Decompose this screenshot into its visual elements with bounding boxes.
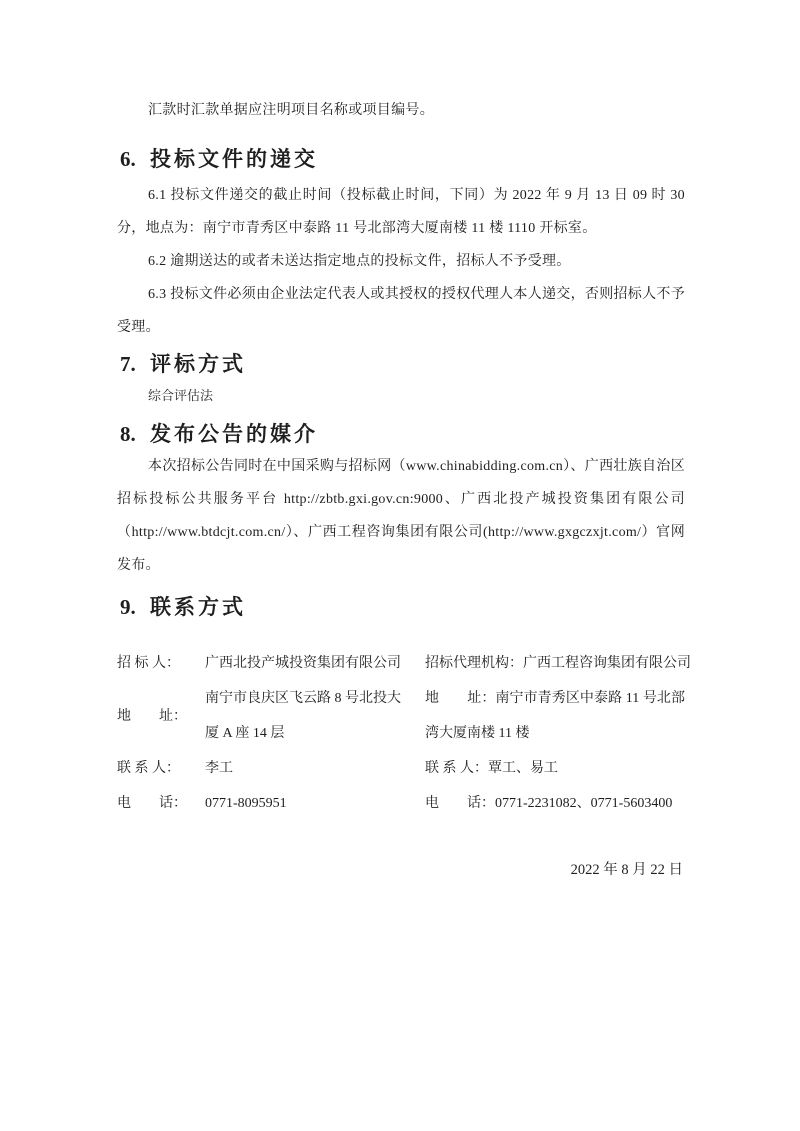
agency-phone-row — [425, 786, 685, 821]
tenderer-phone-value: 0771-8095951 — [205, 796, 287, 811]
section-7-title: 评标方式 — [150, 352, 246, 376]
agency-contact-person-row — [425, 751, 685, 786]
announcement-media-paragraph: 本次招标公告同时在中国采购与招标网（www.chinabidding.com.cn）、广西壮族自治区招标投标公共服务平台 http://zbtb.gxi.gov.cn:9000、广西北投产城投资集团有限公司（http://www.btdcjt.com.cn/）、广西工程咨询集团有限公司(http://www.gxgczxjt.com/）官网发布。 — [117, 459, 685, 573]
agency-contact-block — [425, 646, 691, 821]
evaluation-method-text: 综合评估法 — [148, 388, 214, 403]
section-9-title: 联系方式 — [150, 595, 246, 619]
tenderer-contact-person-row — [117, 751, 407, 786]
tenderer-phone-row — [117, 786, 407, 821]
section-6-number: 6. — [120, 147, 136, 171]
tenderer-address-value: 南宁市良庆区飞云路 8 号北投大厦 A 座 14 层 — [205, 691, 401, 741]
tenderer-contact-person-value: 李工 — [205, 761, 233, 776]
tenderer-address-row — [117, 681, 407, 751]
clause-6-2: 6.2 逾期送达的或者未送达指定地点的投标文件，招标人不予受理。 — [148, 254, 571, 269]
agency-name-value: 广西工程咨询集团有限公司 — [523, 656, 691, 671]
tenderer-phone-label: 电 话： — [117, 796, 187, 811]
clause-6-1: 6.1 投标文件递交的截止时间（投标截止时间，下同）为 2022 年 9 月 13 日 09 时 30 分，地点为：南宁市青秀区中泰路 11 号北部湾大厦南楼 11 楼 1110 开标室。 — [117, 188, 685, 236]
agency-address-row — [425, 681, 685, 751]
agency-name-row — [425, 646, 691, 681]
tenderer-contact-block — [117, 646, 407, 821]
clause-6-3: 6.3 投标文件必须由企业法定代表人或其授权的授权代理人本人递交，否则招标人不予受理。 — [117, 287, 685, 335]
section-9-heading — [120, 594, 685, 620]
section-8-number: 8. — [120, 422, 136, 446]
section-7-heading — [120, 351, 685, 377]
section-8-heading — [120, 421, 685, 447]
agency-phone-value: 0771-2231082、0771-5603400 — [495, 796, 673, 811]
tenderer-address-label: 地 址： — [117, 708, 187, 724]
paragraph-remittance-note: 汇款时汇款单据应注明项目名称或项目编号。 — [148, 103, 434, 118]
tenderer-name-label: 招 标 人： — [117, 656, 180, 671]
section-6-title: 投标文件的递交 — [150, 147, 318, 171]
section-6-heading — [120, 146, 685, 172]
agency-address-label: 地 址： — [425, 691, 496, 706]
agency-contact-person-label: 联 系 人： — [425, 761, 488, 776]
agency-contact-person-value: 覃工、易工 — [488, 761, 558, 776]
agency-address-value: 南宁市青秀区中泰路 11 号北部湾大厦南楼 11 楼 — [425, 691, 685, 741]
section-8-title: 发布公告的媒介 — [150, 422, 318, 446]
tenderer-name-value: 广西北投产城投资集团有限公司 — [205, 656, 401, 671]
section-9-number: 9. — [120, 595, 136, 619]
contact-section — [117, 646, 691, 821]
announcement-date: 2022 年 8 月 22 日 — [570, 862, 683, 878]
agency-name-label: 招标代理机构： — [425, 656, 523, 671]
tenderer-contact-person-label: 联 系 人： — [117, 761, 180, 776]
tenderer-name-row — [117, 646, 407, 681]
agency-phone-label: 电 话： — [425, 796, 495, 811]
section-7-number: 7. — [120, 352, 136, 376]
